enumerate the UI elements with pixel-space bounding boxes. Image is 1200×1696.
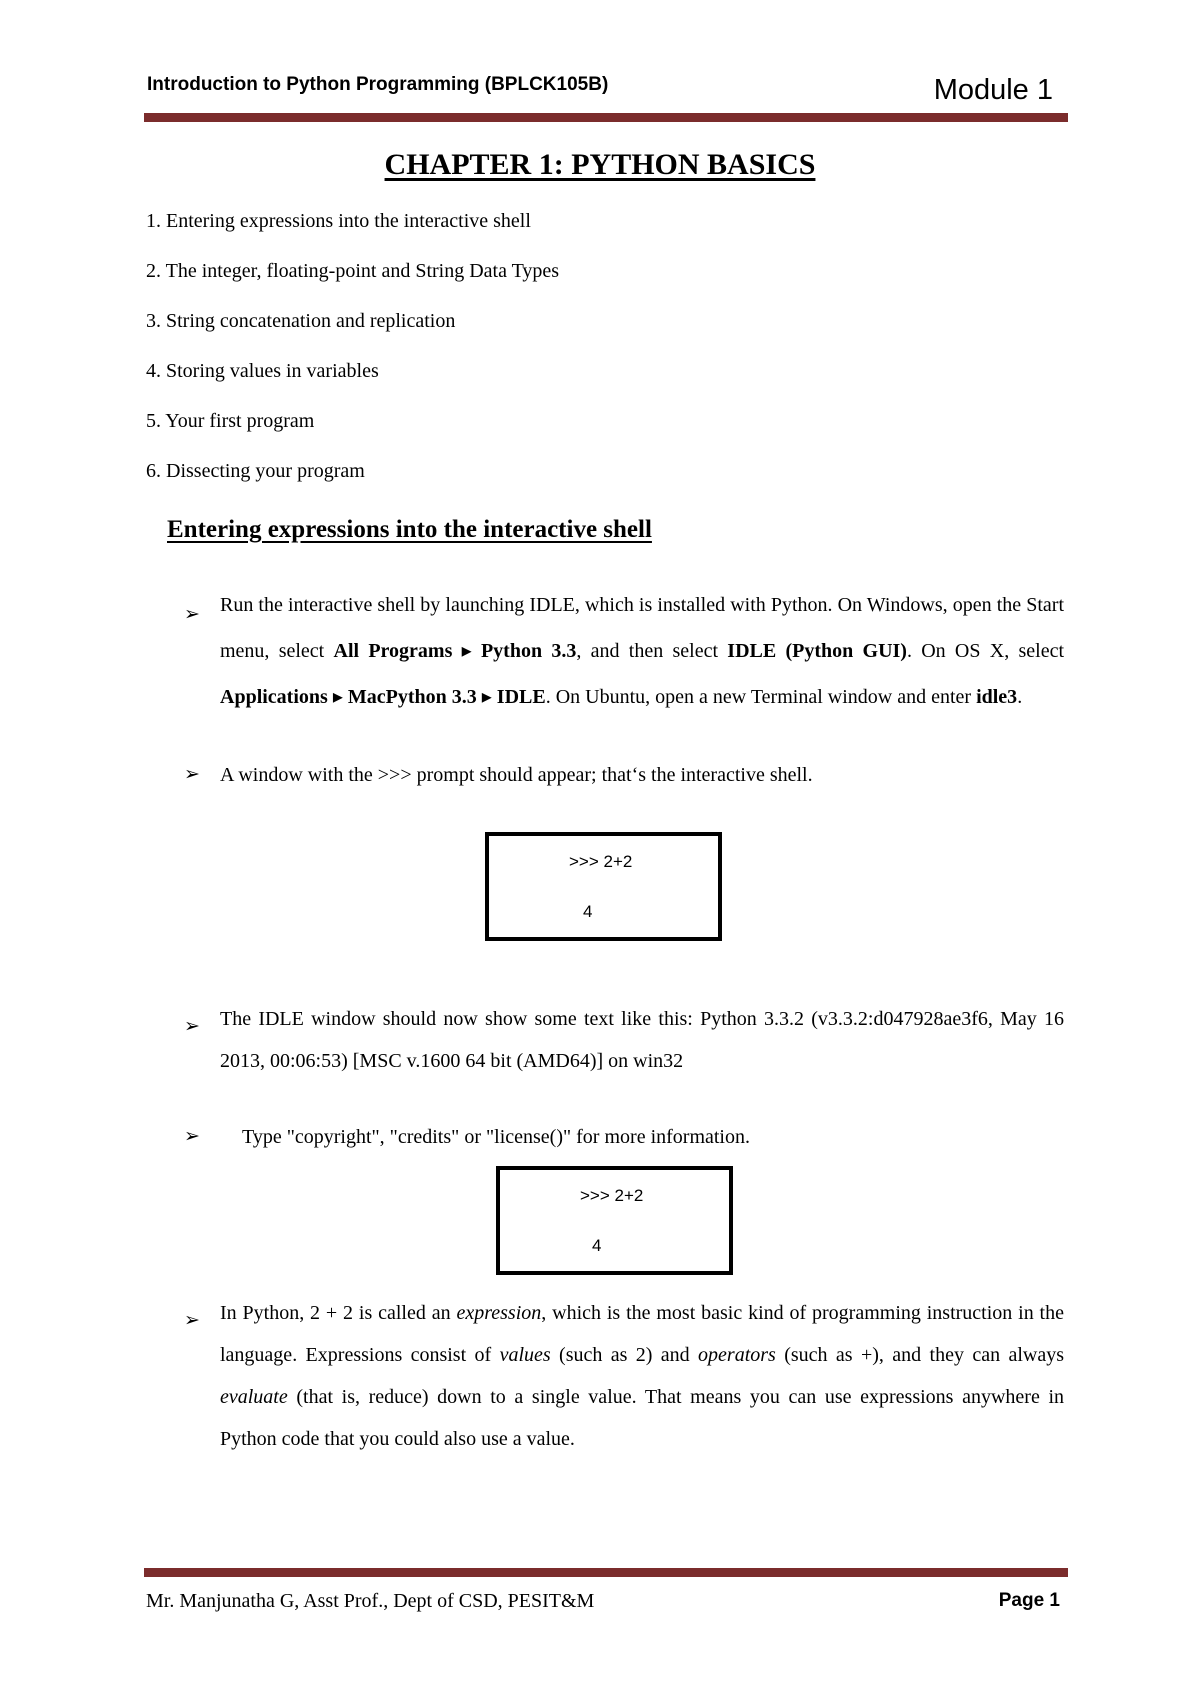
text-run: , which is the most basic kind of programming instruction in the language. Expressions consist of [220,1302,1064,1366]
text-run: ▸ [327,686,348,708]
text-run: (such as 2) and [550,1344,699,1366]
term-values: values [499,1344,551,1366]
arrow-bullet-icon: ➢ [184,1310,200,1331]
menu-path-python: Python 3.3 [480,640,577,662]
code-prompt: >>> 2+2 [569,852,633,871]
topic-item: 5. Your first program [146,410,315,432]
topic-item: 2. The integer, floating-point and String Data Types [146,260,560,282]
menu-path-idle: IDLE [496,686,546,708]
bullet-idle-version [184,998,1064,1082]
arrow-bullet-icon: ➢ [184,1126,200,1147]
menu-path-macpython: MacPython 3.3 [347,686,477,708]
bullet-text [220,582,1064,720]
menu-path-applications: Applications [220,686,328,708]
arrow-bullet-icon: ➢ [184,604,200,625]
arrow-bullet-icon: ➢ [184,764,200,785]
text-run: . [1017,686,1023,708]
text-run: ▸ [476,686,497,708]
module-label: Module 1 [933,74,1053,106]
bullet-launch-idle [184,582,1064,720]
code-result: 4 [583,902,593,921]
text-run: (that is, reduce) down to a single value. That means you can use expressions anywhere in Python code that you could also use a value. [220,1386,1064,1450]
term-expression: expression [456,1302,542,1324]
text-run: Run the interactive shell by launching IDLE, which is installed with Python. On Windows, open the Start menu, select [220,594,1064,662]
topic-list [146,208,559,508]
term-evaluate: evaluate [220,1386,288,1408]
header-divider [144,113,1068,122]
section-heading: Entering expressions into the interactive shell [167,516,652,543]
text-run: . On OS X, select [906,640,1065,662]
bullet-text: The IDLE window should now show some text like this: Python 3.3.2 (v3.3.2:d047928ae3f6, May 16 2013, 00:06:53) [MSC v.1600 64 bit (AMD64)] on win32 [220,1008,1064,1072]
code-example-box [485,832,722,941]
text-run: In Python, 2 + 2 is called an [220,1302,457,1324]
topic-item: 4. Storing values in variables [146,360,379,382]
text-run: ▸ [452,640,481,662]
code-example-box [496,1166,733,1275]
bullet-text [220,1292,1064,1460]
code-result: 4 [592,1236,602,1255]
text-run: (such as +), and they can always [775,1344,1064,1366]
bullet-text: A window with the >>> prompt should appear; that‘s the interactive shell. [220,764,813,786]
menu-path-all-programs: All Programs [333,640,453,662]
bullet-expression [184,1292,1064,1460]
topic-item: 1. Entering expressions into the interactive shell [146,210,531,232]
footer-divider [144,1568,1068,1577]
bullet-text: Type "copyright", "credits" or "license()" for more information. [242,1126,750,1148]
menu-path-idle-gui: IDLE (Python GUI) [727,640,907,662]
command-idle3: idle3 [976,686,1018,708]
term-operators: operators [698,1344,776,1366]
footer-author: Mr. Manjunatha G, Asst Prof., Dept of CSD, PESIT&M [146,1590,595,1612]
text-run: , and then select [576,640,728,662]
page-number: Page 1 [998,1590,1060,1611]
text-run: . On Ubuntu, open a new Terminal window and enter [545,686,977,708]
topic-item: 3. String concatenation and replication [146,310,456,332]
topic-item: 6. Dissecting your program [146,460,365,482]
arrow-bullet-icon: ➢ [184,1016,200,1037]
chapter-title: CHAPTER 1: PYTHON BASICS [384,148,816,181]
bullet-copyright [184,1124,1064,1150]
code-prompt: >>> 2+2 [580,1186,644,1205]
course-title: Introduction to Python Programming (BPLCK105B) [147,74,609,95]
bullet-prompt [184,762,1064,788]
